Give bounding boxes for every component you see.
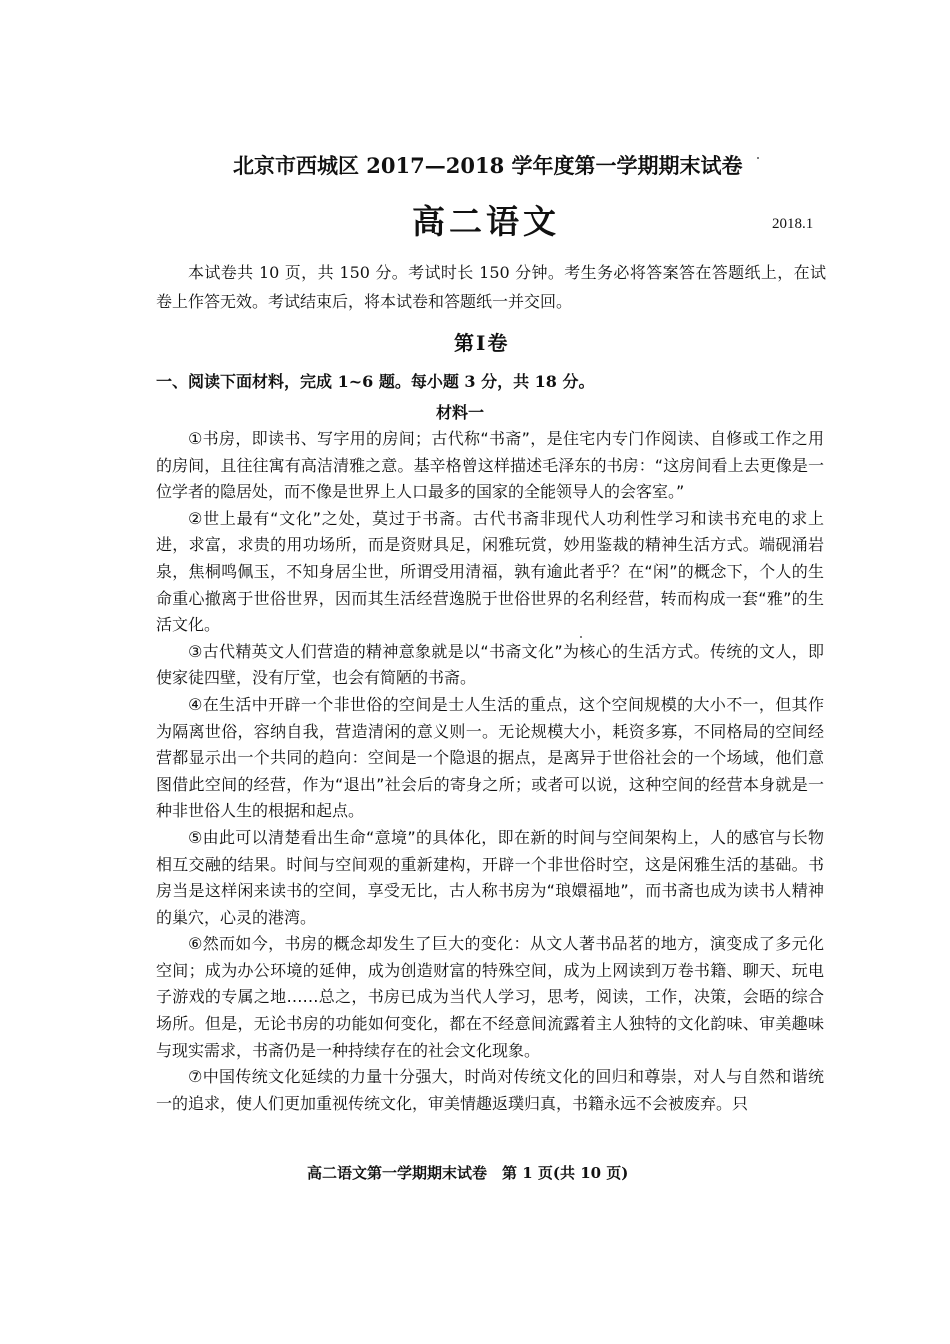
scan-speck <box>757 157 759 159</box>
exam-date: 2018.1 <box>772 216 814 232</box>
paragraph-6: ⑥然而如今，书房的概念却发生了巨大的变化：从文人著书品茗的地方，演变成了多元化空间；成为办公环境的延伸，成为创造财富的特殊空间，成为上网读到万卷书籍、聊天、玩电子游戏的专属之地……总之，书房已成为当代人学习，思考，阅读，工作，决策，会晤的综合场所。但是，无论书房的功能如何变化，都在不经意间流露着主人独特的文化韵味、审美趣味与现实需求，书斋仍是一种持续存在的社会文化现象。 <box>156 934 824 1060</box>
exam-instructions: 本试卷共 10 页，共 150 分。考试时长 150 分钟。考生务必将答案答在答题纸上，在试卷上作答无效。考试结束后，将本试卷和答题纸一并交回。 <box>156 263 826 311</box>
exam-title: 北京市西城区 2017—2018 学年度第一学期期末试卷 <box>233 153 743 178</box>
paragraph-2: ②世上最有“文化”之处，莫过于书斋。古代书斋非现代人功利性学习和读书充电的求上进，求富，求贵的用功场所，而是资财具足，闲雅玩赏，妙用鉴裁的精神生活方式。端砚涌岩泉，焦桐鸣佩玉，不知身居尘世，所谓受用清福，孰有逾此者乎？在“闲”的概念下，个人的生命重心撤离于世俗世界，因而其生活经营逸脱于世俗世界的名利经营，转而构成一套“雅”的生活文化。 <box>156 508 824 635</box>
page-footer: 高二语文第一学期期末试卷 第 1 页(共 10 页) <box>307 1164 629 1182</box>
material-body <box>156 426 824 1117</box>
paragraph-3: ③古代精英文人们营造的精神意象就是以“书斋文化”为核心的生活方式。传统的文人，即使家徒四壁，没有厅堂，也会有简陋的书斋。 <box>156 641 824 688</box>
paragraph-7: ⑦中国传统文化延续的力量十分强大，时尚对传统文化的回归和尊崇，对人与自然和谐统一的追求，使人们更加重视传统文化，审美情趣返璞归真，书籍永远不会被废弃。只 <box>156 1067 824 1113</box>
paragraph-1: ①书房，即读书、写字用的房间；古代称“书斋”，是住宅内专门作阅读、自修或工作之用的房间，且往往寓有高洁清雅之意。基辛格曾这样描述毛泽东的书房：“这房间看上去更像是一位学者的隐居处，而不像是世界上人口最多的国家的全能领导人的会客室。” <box>156 429 824 502</box>
part-title: 第Ⅰ卷 <box>454 331 510 355</box>
paragraph-4: ④在生活中开辟一个非世俗的空间是士人生活的重点，这个空间规模的大小不一，但其作为隔离世俗，容纳自我，营造清闲的意义则一。无论规模大小，耗资多寡，不同格局的空间经营都显示出一个共同的趋向：空间是一个隐退的据点，是离异于世俗社会的一个场域，他们意图借此空间的经营，作为“退出”社会后的寄身之所；或者可以说，这种空间的经营本身就是一种非世俗人生的根据和起点。 <box>156 694 824 821</box>
material-title: 材料一 <box>436 403 485 422</box>
question-header: 一、阅读下面材料，完成 1~6 题。每小题 3 分，共 18 分。 <box>156 372 595 391</box>
subject-title: 高二语文 <box>412 202 560 241</box>
paragraph-5: ⑤由此可以清楚看出生命“意境”的具体化，即在新的时间与空间架构上，人的感官与长物相互交融的结果。时间与空间观的重新建构，开辟一个非世俗时空，这是闲雅生活的基础。书房当是这样闲来读书的空间，享受无比，古人称书房为“琅嬛福地”，而书斋也成为读书人精神的巢穴，心灵的港湾。 <box>156 827 824 927</box>
scan-speck <box>580 636 582 638</box>
